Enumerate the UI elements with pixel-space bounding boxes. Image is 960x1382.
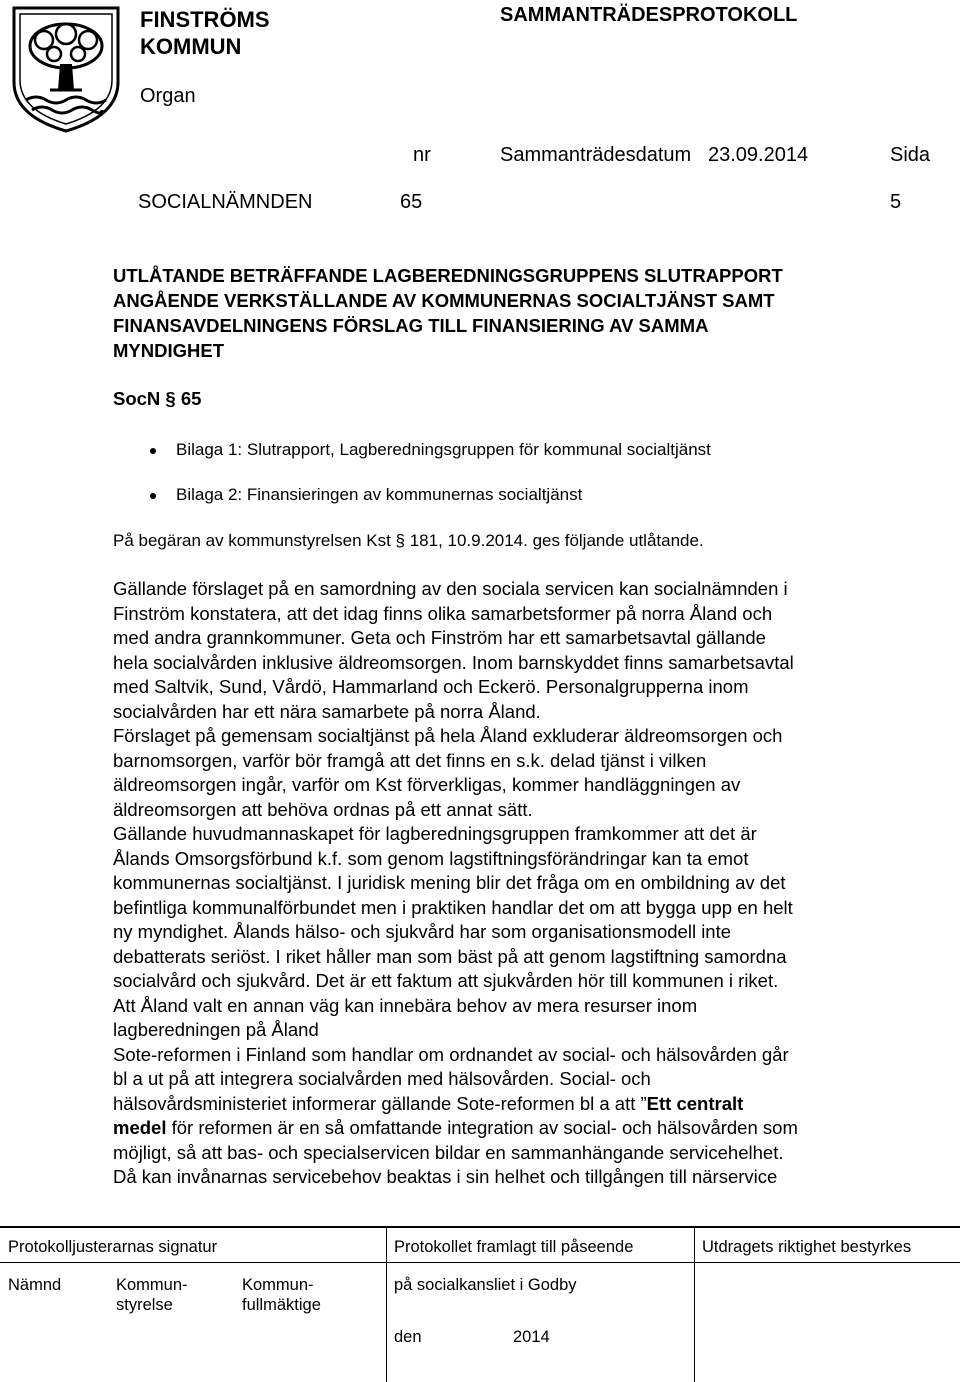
body-line: Att Åland valt en annan väg kan innebära behov av mera resurser inom [113, 994, 698, 1016]
bullet-icon [150, 448, 156, 454]
case-title-line: MYNDIGHET [113, 340, 224, 361]
bullet-icon [150, 493, 156, 499]
organ-value: SOCIALNÄMNDEN [138, 191, 313, 213]
footer-divider [0, 1226, 960, 1228]
footer-divider [0, 1262, 960, 1263]
board-label: Nämnd [8, 1276, 62, 1294]
page-value: 5 [890, 191, 902, 213]
certified-label: Utdragets riktighet bestyrkes [702, 1238, 912, 1256]
footer-column-divider [694, 1226, 695, 1382]
body-line: äldreomsorgen att behöva ordnas på ett annat sätt. [113, 798, 533, 820]
body-line: äldreomsorgen ingår, varför om Kst förverkligas, kommer handläggningen av [113, 774, 741, 795]
executive-label [116, 1275, 188, 1315]
body-line: Ålands Omsorgsförbund k.f. som genom lagstiftningsförändringar kan ta emot [113, 847, 749, 869]
body-line: Förslaget på gemensam socialtjänst på hela Åland exkluderar äldreomsorgen och [113, 725, 783, 746]
request-line: På begäran av kommunstyrelsen Kst § 181, 10.9.2014. ges följande utlåtande. [113, 531, 704, 550]
footer-column-divider [386, 1226, 387, 1382]
signature-label: Protokolljusterarnas signatur [8, 1238, 218, 1256]
case-title-line: UTLÅTANDE BETRÄFFANDE LAGBEREDNINGSGRUPPENS SLUTRAPPORT [113, 265, 783, 286]
council-label-line: fullmäktige [242, 1296, 321, 1314]
body-line: barnomsorgen, varför bör framgå att det finns en s.k. delad tjänst i vilken [113, 749, 707, 771]
body-line: befintliga kommunalförbundet men i praktiken handlar det om att bygga upp en helt [113, 896, 793, 918]
case-title-line: ANGÅENDE VERKSTÄLLANDE AV KOMMUNERNAS SOCIALTJÄNST SAMT [113, 290, 775, 311]
presented-year: 2014 [513, 1328, 550, 1346]
body-line: kommunernas socialtjänst. I juridisk mening blir det fråga om en ombildning av det [113, 872, 786, 893]
council-label-line: Kommun- [242, 1276, 314, 1294]
body-line: bl a ut på att integrera socialvården med hälsovården. Social- och [113, 1068, 651, 1089]
body-line: debatterats seriöst. I riket håller man som bäst på att genom lagstiftning samordna [113, 945, 787, 967]
body-text-run: för reformen är en så omfattande integration av social- och hälsovården som [166, 1117, 798, 1138]
body-text-bold: medel [113, 1117, 167, 1138]
presented-location: på socialkansliet i Godby [394, 1276, 577, 1294]
body-line: lagberedningen på Åland [113, 1019, 319, 1040]
body-line: hela socialvården inklusive äldreomsorgen. Inom barnskyddet finns samarbetsavtal [113, 651, 794, 673]
executive-label-line: styrelse [116, 1296, 173, 1314]
meeting-date-label: Sammanträdesdatum [500, 144, 692, 166]
body-line: Gällande huvudmannaskapet för lagberedningsgruppen framkommer att det är [113, 823, 757, 844]
case-title-line: FINANSAVDELNINGENS FÖRSLAG TILL FINANSIERING AV SAMMA [113, 315, 709, 336]
council-label [242, 1275, 321, 1315]
body-line: Finström konstatera, att det idag finns olika samarbetsformer på norra Åland och [113, 602, 773, 624]
section-reference: SocN § 65 [113, 388, 202, 409]
nr-value: 65 [400, 191, 423, 213]
body-line: ny myndighet. Ålands hälso- och sjukvård har som organisationsmodell inte [113, 921, 732, 942]
executive-label-line: Kommun- [116, 1276, 188, 1294]
body-line [113, 1092, 798, 1117]
page-label: Sida [890, 144, 931, 166]
presented-date-prefix: den [394, 1328, 422, 1346]
body-line: Då kan invånarnas servicebehov beaktas i sin helhet och tillgången till närservice [113, 1166, 778, 1187]
body-line: Sote-reformen i Finland som handlar om ordnandet av social- och hälsovården går [113, 1043, 789, 1065]
case-title [113, 263, 783, 363]
attachment-item: Bilaga 1: Slutrapport, Lagberedningsgruppen för kommunal socialtjänst [176, 440, 711, 459]
body-text [113, 577, 798, 1190]
body-text-bold: Ett centralt [646, 1092, 744, 1114]
municipality-name-line1: FINSTRÖMS [140, 7, 270, 32]
municipality-crest-logo [10, 4, 122, 134]
body-text-run: hälsovårdsministeriet informerar gällande Sote-reformen bl a att ” [113, 1092, 647, 1114]
organ-label: Organ [140, 85, 196, 107]
nr-label: nr [413, 144, 431, 166]
attachment-item: Bilaga 2: Finansieringen av kommunernas socialtjänst [176, 485, 583, 504]
body-line: socialvård och sjukvård. Det är ett faktum att sjukvården hör till kommunen i riket. [113, 970, 779, 991]
protocol-title: SAMMANTRÄDESPROTOKOLL [500, 4, 798, 26]
body-line: Gällande förslaget på en samordning av den sociala servicen kan socialnämnden i [113, 578, 788, 599]
body-line: möjligt, så att bas- och specialservicen bildar en sammanhängande servicehelhet. [113, 1141, 784, 1163]
body-line [113, 1116, 798, 1141]
body-line: med Saltvik, Sund, Vårdö, Hammarland och Eckerö. Personalgrupperna inom [113, 676, 749, 697]
municipality-name-line2: KOMMUN [140, 34, 242, 59]
body-line: socialvården har ett nära samarbete på norra Åland. [113, 700, 541, 722]
presented-label: Protokollet framlagt till påseende [394, 1238, 634, 1256]
body-line: med andra grannkommuner. Geta och Finström har ett samarbetsavtal gällande [113, 627, 766, 648]
meeting-date-value: 23.09.2014 [708, 144, 809, 166]
